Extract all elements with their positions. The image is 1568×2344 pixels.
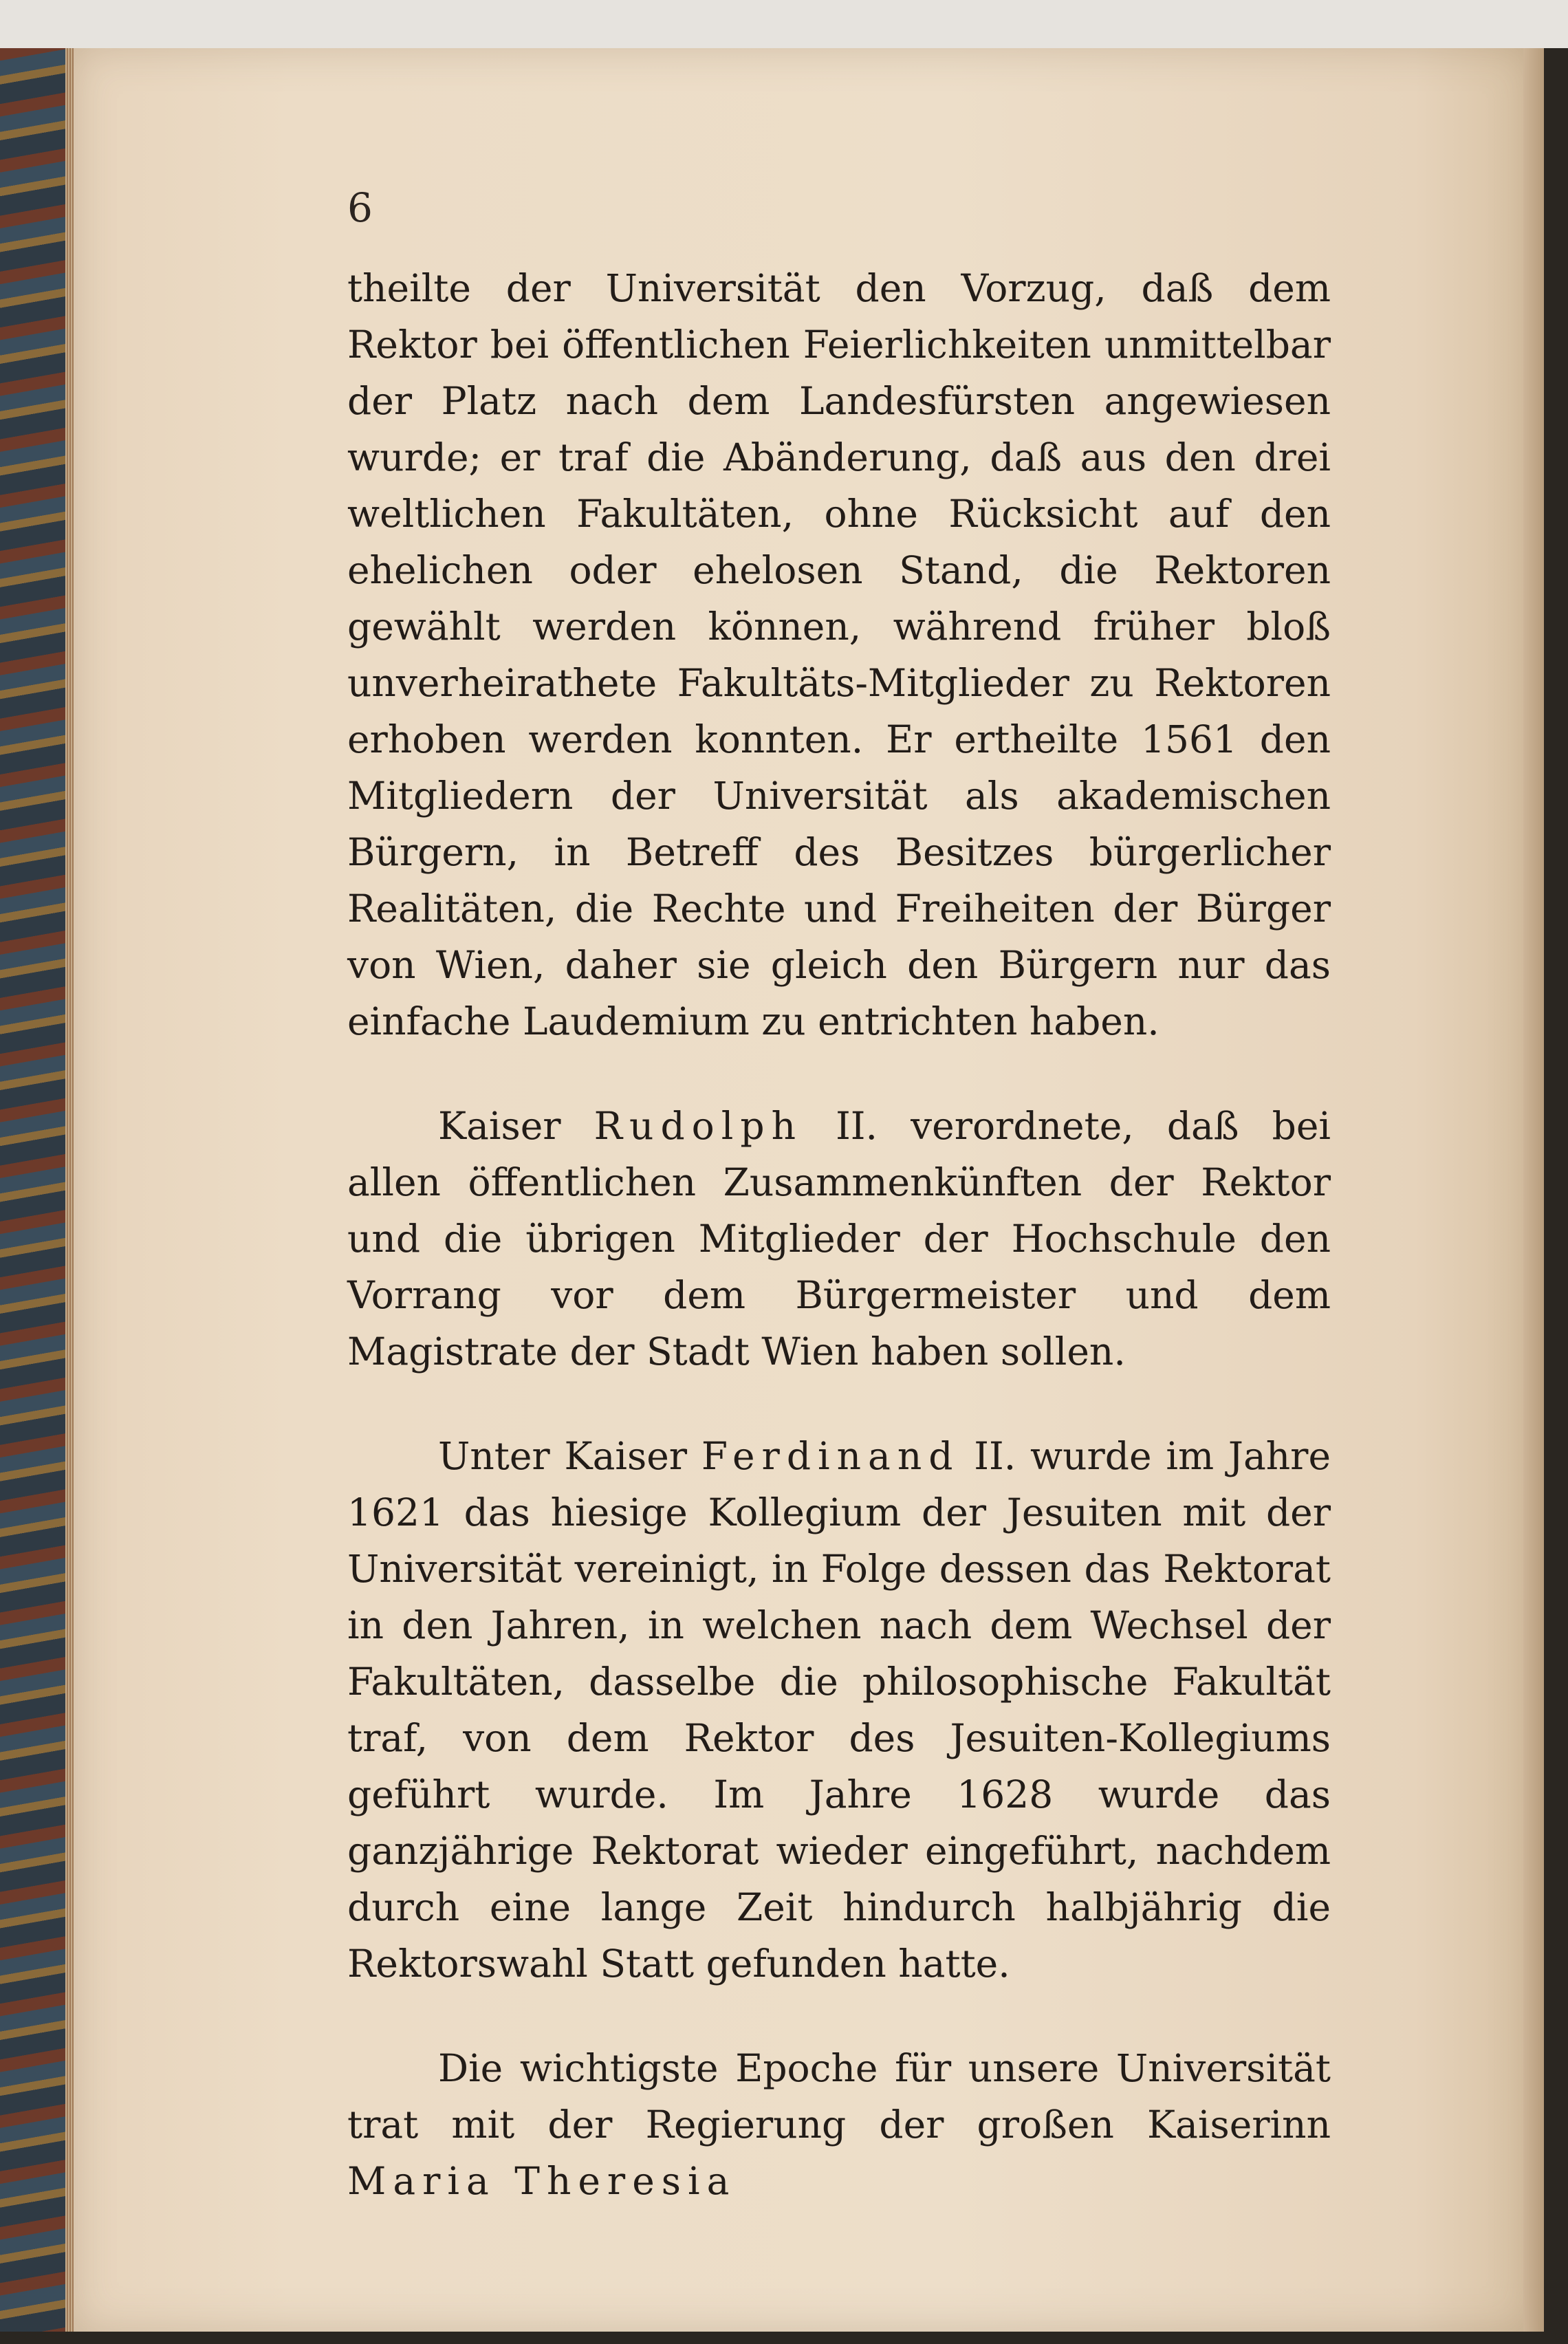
paragraph-2 bbox=[347, 1098, 1331, 1380]
facing-page-edge bbox=[1523, 48, 1544, 2332]
paragraph-gap bbox=[347, 1992, 1331, 2040]
paragraph-3-rest: II. wurde im Jahre 1621 das hiesige Kollegium der Jesuiten mit der Universität vereinigt, in Folge dessen das Rektorat in den Jahren, in welchen nach dem Wechsel der Fakultäten, dasselbe die philosophische Fakultät traf, von dem Rektor des Jesuiten-Kollegiums geführt wurde. Im Jahre 1628 wurde das ganzjährige Rektorat wieder eingeführt, nachdem durch eine lange Zeit hindurch halbjährig die Rektorswahl Statt gefunden hatte. bbox=[347, 1434, 1331, 1986]
paragraph-3 bbox=[347, 1428, 1331, 1992]
paragraph-gap bbox=[347, 1050, 1331, 1098]
paragraph-gap bbox=[347, 1380, 1331, 1428]
emperor-name-rudolph: Rudolph bbox=[594, 1104, 803, 1148]
paragraph-4 bbox=[347, 2040, 1331, 2209]
scan-background bbox=[0, 0, 1568, 48]
paragraph-2-rest: II. verordnete, daß bei allen öffentlichen Zusammenkünften der Rektor und die übrigen Mitglieder der Hochschule den Vorrang vor dem Bürgermeister und dem Magistrate der Stadt Wien haben sollen. bbox=[347, 1104, 1331, 1374]
paragraph-3-lead: Unter Kaiser bbox=[438, 1434, 701, 1478]
paragraph-2-lead: Kaiser bbox=[438, 1104, 594, 1148]
paragraph-4-lead: Die wichtigste Epoche für unsere Universität trat mit der Regierung der großen Kaiserinn bbox=[347, 2046, 1331, 2147]
paragraph-1: theilte der Universität den Vorzug, daß dem Rektor bei öffentlichen Feierlichkeiten unmittelbar der Platz nach dem Landesfürsten angewiesen wurde; er traf die Abänderung, daß aus den drei weltlichen Fakultäten, ohne Rücksicht auf den ehelichen oder ehelosen Stand, die Rektoren gewählt werden können, während früher bloß unverheirathete Fakultäts-Mitglieder zu Rektoren erhoben werden konnten. Er ertheilte 1561 den Mitgliedern der Universität als akademischen Bürgern, in Betreff des Besitzes bürgerlicher Realitäten, die Rechte und Freiheiten der Bürger von Wien, daher sie gleich den Bürgern nur das einfache Laudemium zu entrichten haben. bbox=[347, 266, 1331, 1043]
empress-name-maria-theresia: Maria Theresia bbox=[347, 2159, 737, 2203]
body-text bbox=[347, 260, 1331, 2209]
marbled-cover bbox=[0, 48, 68, 2332]
page-number: 6 bbox=[347, 184, 373, 231]
emperor-name-ferdinand: Ferdinand bbox=[701, 1434, 960, 1478]
